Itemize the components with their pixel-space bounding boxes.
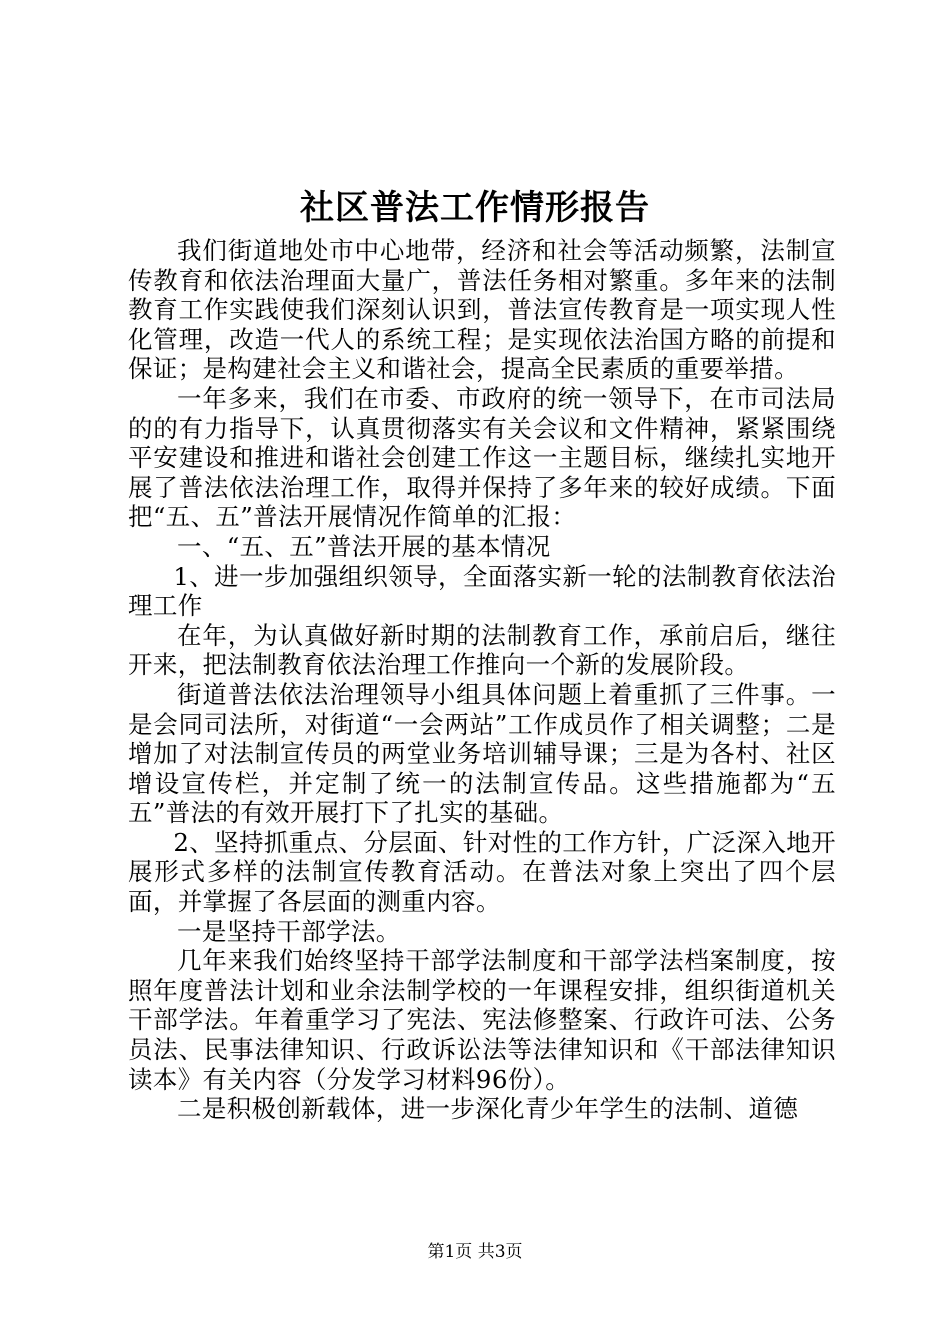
point-heading-youth-education: 二是积极创新载体，进一步深化青少年学生的法制、道德: [177, 1094, 799, 1124]
document-title: 社区普法工作情形报告: [300, 188, 650, 228]
document-body: [128, 236, 836, 1124]
paragraph-overview: 一年多来，我们在市委、市政府的统一领导下，在市司法局的的有力指导下，认真贯彻落实有关会议和文件精神，紧紧围绕平安建设和推进和谐社会创建工作这一主题目标，继续扎实地开展了普法依法治理工作，取得并保持了多年来的较好成绩。下面把“五、五”普法开展情况作简单的汇报：: [128, 383, 836, 532]
page-number: 第1页 共3页: [427, 1242, 523, 1262]
section-heading-basic-situation: 一、“五、五”普法开展的基本情况: [177, 531, 551, 561]
subsection-heading-2: 2、坚持抓重点、分层面、针对性的工作方针，广泛深入地开展形式多样的法制宣传教育活动。在普法对象上突出了四个层面，并掌握了各层面的测重内容。: [128, 827, 836, 917]
paragraph-cadre-study: 几年来我们始终坚持干部学法制度和干部学法档案制度，按照年度普法计划和业余法制学校的一年课程安排，组织街道机关干部学法。年着重学习了宪法、宪法修整案、行政许可法、公务员法、民事法律知识、行政诉讼法等法律知识和《干部法律知识读本》有关内容（分发学习材料96份）。: [128, 946, 836, 1094]
paragraph-intro: 我们街道地处市中心地带，经济和社会等活动频繁，法制宣传教育和依法治理面大量广，普法任务相对繁重。多年来的法制教育工作实践使我们深刻认识到，普法宣传教育是一项实现人性化管理，改造一代人的系统工程；是实现依法治国方略的前提和保证；是构建社会主义和谐社会，提高全民素质的重要举措。: [128, 236, 836, 384]
paragraph-new-period: 在年，为认真做好新时期的法制教育工作，承前启后，继往开来，把法制教育依法治理工作推向一个新的发展阶段。: [128, 620, 836, 680]
point-heading-cadre-study: 一是坚持干部学法。: [177, 916, 401, 946]
subsection-heading-1: 1、进一步加强组织领导，全面落实新一轮的法制教育依法治理工作: [128, 561, 836, 621]
paragraph-three-tasks: 街道普法依法治理领导小组具体问题上着重抓了三件事。一是会同司法所，对街道“一会两站”工作成员作了相关调整；二是增加了对法制宣传员的两堂业务培训辅导课；三是为各村、社区增设宣传栏，并定制了统一的法制宣传品。这些措施都为“五五”普法的有效开展打下了扎实的基础。: [128, 679, 836, 828]
